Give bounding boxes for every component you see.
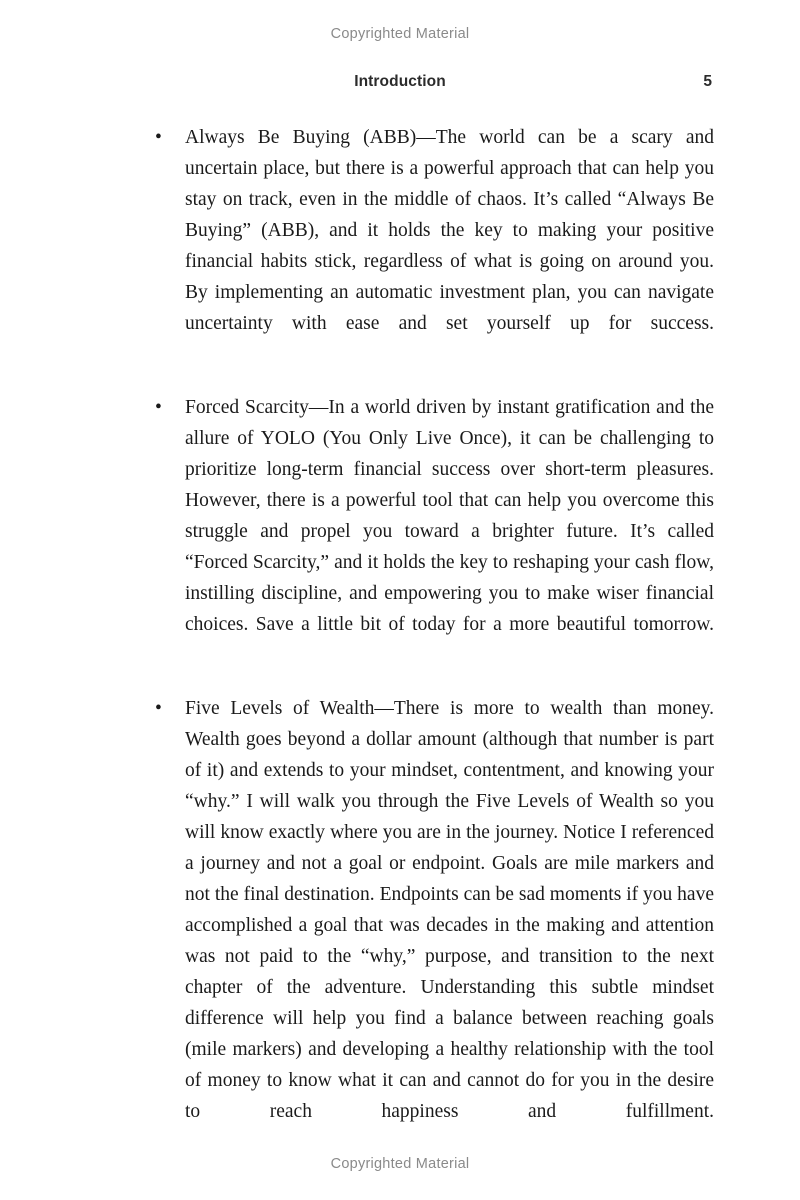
bullet-icon: • xyxy=(155,698,162,719)
running-head xyxy=(88,73,712,97)
bullet-icon: • xyxy=(155,127,162,148)
list-item xyxy=(152,122,714,370)
bullet-icon: • xyxy=(155,397,162,418)
body-text-column xyxy=(152,122,714,1158)
copyright-watermark-bottom: Copyrighted Material xyxy=(330,1156,470,1172)
running-head-title: Introduction xyxy=(354,73,446,90)
list-item xyxy=(152,693,714,1158)
page-number: 5 xyxy=(703,73,712,90)
list-item-text: Five Levels of Wealth—There is more to wealth than money. Wealth goes beyond a dollar amount (although that number is part of it) and extends to your mindset, contentment, and knowing your “why.” I will walk you through the Five Levels of Wealth so you will know exactly where you are in the journey. Notice I referenced a journey and not a goal or endpoint. Goals are mile markers and not the final destination. Endpoints can be sad moments if you have accomplished a goal that was decades in the making and attention was not paid to the “why,” purpose, and transition to the next chapter of the adventure. Understanding this subtle mindset difference will help you find a balance between reaching goals (mile markers) and developing a healthy relationship with the tool of money to know what it can and cannot do for you in the desire to reach happiness and fulfillment. xyxy=(185,698,714,1122)
list-item-text: Always Be Buying (ABB)—The world can be a scary and uncertain place, but there is a powerful approach that can help you stay on track, even in the middle of chaos. It’s called “Always Be Buying” (ABB), and it holds the key to making your positive financial habits stick, regardless of what is going on around you. By implementing an automatic investment plan, you can navigate uncertainty with ease and set yourself up for success. xyxy=(185,127,714,334)
list-item-text: Forced Scarcity—In a world driven by instant gratification and the allure of YOLO (You Only Live Once), it can be challenging to prioritize long-term financial success over short-term pleasures. However, there is a powerful tool that can help you overcome this struggle and propel you toward a brighter future. It’s called “Forced Scarcity,” and it holds the key to reshaping your cash flow, instilling discipline, and empowering you to make wiser financial choices. Save a little bit of today for a more beautiful tomorrow. xyxy=(185,397,714,635)
copyright-watermark-top: Copyrighted Material xyxy=(330,26,470,42)
list-item xyxy=(152,392,714,671)
